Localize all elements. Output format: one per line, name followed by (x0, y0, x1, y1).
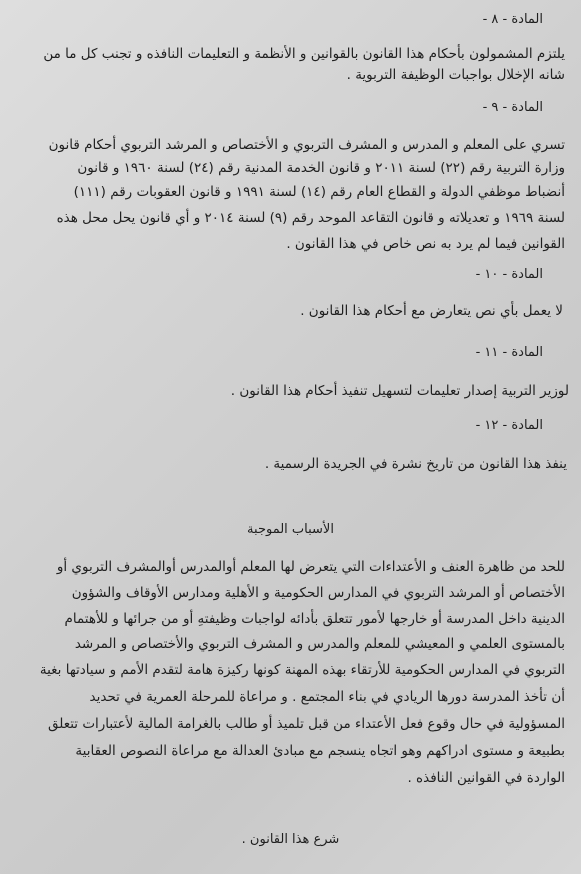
article-12-heading: المادة - ١٢ - (475, 418, 543, 433)
article-11-heading: المادة - ١١ - (475, 345, 543, 360)
footer-text: شرع هذا القانون . (241, 832, 340, 847)
reasons-line: للحد من ظاهرة العنف و الأعتداءات التي يتعرض لها المعلم أوالمدرس أوالمشرف التربوي أو (56, 559, 565, 575)
article-8-heading: المادة - ٨ - (482, 12, 543, 27)
article-8-line: يلتزم المشمولون بأحكام هذا القانون بالقوانين و الأنظمة و التعليمات النافذه و تجنب كل ما من (43, 46, 565, 62)
reasons-line: الواردة في القوانين النافذه . (407, 770, 565, 786)
article-9-line: تسري على المعلم و المدرس و المشرف التربوي و الأختصاص و المرشد التربوي أحكام قانون (48, 137, 565, 153)
reasons-line: بطبيعة و مستوى ادراكهم وهو اتجاه ينسجم مع مبادئ العدالة مع مراعاة النصوص العقابية (75, 743, 565, 759)
reasons-line: الأختصاص أو المرشد التربوي في المدارس الحكومية و الأهلية ومدارس الأوقاف والشؤون (71, 585, 565, 601)
reasons-line: الدينية داخل المدرسة أو خارجها لأمور تتعلق بأدائه لواجبات وظيفتهِ أو من جرائها و للأهتمام (64, 611, 565, 627)
article-9-line: وزارة التربية رقم (٢٢) لسنة ٢٠١١ و قانون الخدمة المدنية رقم (٢٤) لسنة ١٩٦٠ و قانون (77, 160, 565, 176)
article-9-line: أنضباط موظفي الدولة و القطاع العام رقم (١٤) لسنة ١٩٩١ و قانون العقوبات رقم (١١١) (73, 184, 565, 200)
reasons-line: التربوي في المدارس الحكومية للأرتقاء بهذه المهنة كونها ركيزة هامة لتقدم الأمم و سيادتها بغية (39, 662, 565, 678)
reasons-line: أن تأخذ المدرسة دورها الريادي في بناء المجتمع . و مراعاة للمرحلة العمرية في تحديد (89, 689, 565, 705)
article-8-line: شانه الإخلال بواجبات الوظيفة التربوية . (346, 67, 565, 83)
reasons-line: بالمستوى العلمي و المعيشي للمعلم والمدرس و المشرف التربوي والأختصاص و المرشد (74, 636, 565, 652)
reasons-title: الأسباب الموجبة (247, 522, 334, 537)
article-12-line: ينفذ هذا القانون من تاريخ نشرة في الجريدة الرسمية . (264, 456, 567, 472)
article-9-line: لسنة ١٩٦٩ و تعديلاته و قانون التقاعد الموحد رقم (٩) لسنة ٢٠١٤ و أي قانون يحل محل هذه (56, 210, 565, 226)
article-10-line: لا يعمل بأي نص يتعارض مع أحكام هذا القانون . (300, 303, 563, 319)
reasons-line: المسؤولية في حال وقوع فعل الأعتداء من قبل تلميذ أو طالب بالغرامة المالية لأعتبارات تتعلق (47, 716, 565, 732)
article-10-heading: المادة - ١٠ - (475, 267, 543, 282)
article-11-line: لوزير التربية إصدار تعليمات لتسهيل تنفيذ أحكام هذا القانون . (230, 383, 569, 399)
article-9-line: القوانين فيما لم يرد به نص خاص في هذا القانون . (286, 236, 565, 252)
article-9-heading: المادة - ٩ - (482, 100, 543, 115)
